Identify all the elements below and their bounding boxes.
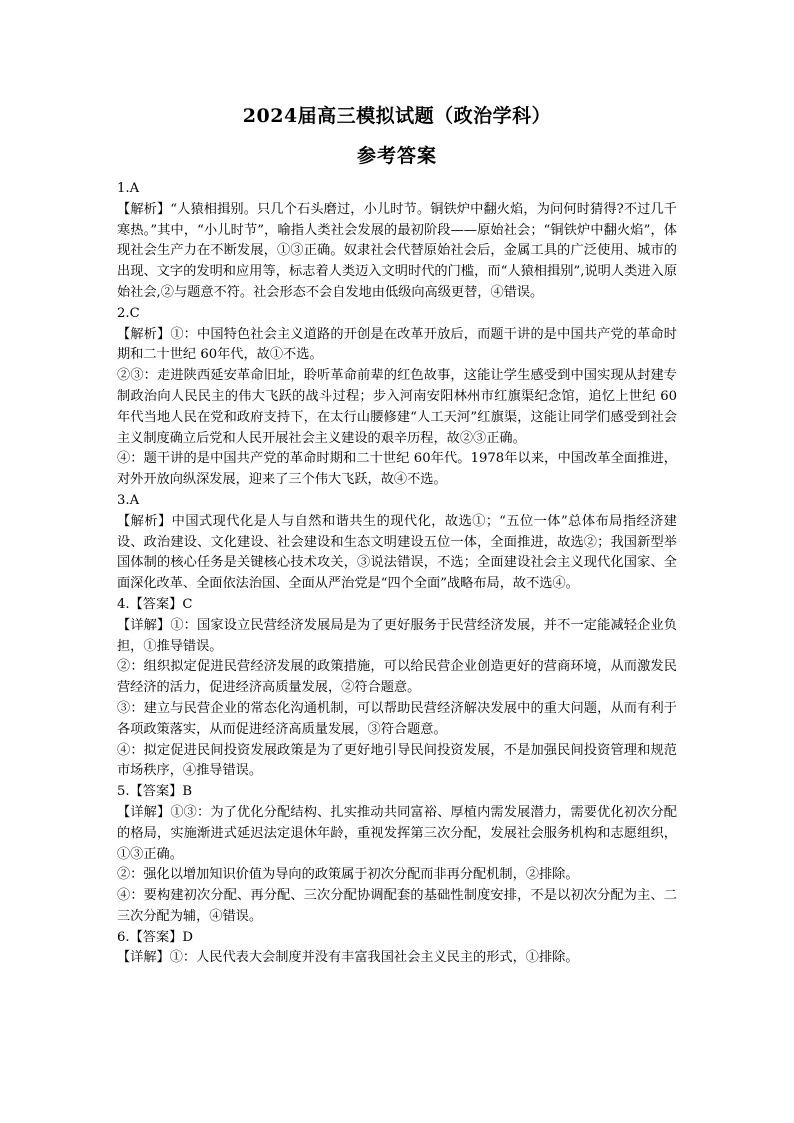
question-number-1: 1.A [117,181,140,196]
detail-paragraph: ②：组织拟定促进民营经济发展的政策措施，可以给民营企业创造更好的营商环境，从而激发民营经济的活力，促进经济高质量发展，②符合题意。 [117,659,677,696]
question-number-4: 4.【答案】C [117,596,193,612]
detail-paragraph: 【详解】①③：为了优化分配结构、扎实推动共同富裕、厚植内需发展潜力，需要优化初次分配的格局，实施渐进式延迟法定退休年龄，重视发挥第三次分配，发展社会服务机构和志愿组织，①③正确。 [117,804,677,862]
detail-paragraph: 【详解】①：人民代表大会制度并没有丰富我国社会主义民主的形式，①排除。 [117,950,579,966]
detail-paragraph: ②：强化以增加知识价值为导向的政策属于初次分配而非再分配机制，②排除。 [117,867,579,883]
detail-paragraph: ④：要构建初次分配、再分配、三次分配协调配套的基础性制度安排，不是以初次分配为主、二三次分配为辅，④错误。 [117,888,677,924]
answer-content [117,179,677,969]
document-page [117,103,677,969]
analysis-paragraph: ②③：走进陕西延安革命旧址，聆听革命前辈的红色故事，这能让学生感受到中国实现从封建专制政治向人民民主的伟大飞跃的战斗过程；步入河南安阳林州市红旗渠纪念馆，追忆上世纪 60年代当地人民在党和政府支持下，在太行山腰修建“人工天河”红旗渠，这能让同学们感受到社会主义制度确立后党和人民开展社会主义建设的艰辛历程，故②③正确。 [117,368,677,446]
analysis-paragraph: 【解析】①：中国特色社会主义道路的开创是在改革开放后，而题干讲的是中国共产党的革命时期和二十世纪 60年代，故①不选。 [117,326,677,363]
page-subtitle: 参考答案 [356,145,437,167]
question-number-5: 5.【答案】B [117,784,193,800]
analysis-paragraph: 【解析】中国式现代化是人与自然和谐共生的现代化，故选①；“五位一体”总体布局指经济建设、政治建设、文化建设、社会建设和生态文明建设五位一体，全面推进，故选②；我国新型举国体制的核心任务是关键核心技术攻关，③说法错误，不选；全面建设社会主义现代化国家、全面深化改革、全面依法治国、全面从严治党是“四个全面”战略布局，故不选④。 [117,513,677,592]
page-title: 2024届高三模拟试题（政治学科） [242,105,552,127]
analysis-paragraph: ④：题干讲的是中国共产党的革命时期和二十世纪 60年代。1978年以来，中国改革全面推进，对外开放向纵深发展，迎来了三个伟大飞跃，故④不选。 [117,451,677,488]
detail-paragraph: ④：拟定促进民间投资发展政策是为了更好地引导民间投资发展，不是加强民间投资管理和规范市场秩序，④推导错误。 [117,742,677,779]
analysis-paragraph: 【解析】“人猿相揖别。只几个石头磨过，小儿时节。铜铁炉中翻火焰，为问何时猜得?不过几千寒热。”其中，“小儿时节”，喻指人类社会发展的最初阶段——原始社会；“铜铁炉中翻火焰”，体现社会生产力在不断发展，①③正确。奴隶社会代替原始社会后，金属工具的广泛使用、城市的出现、文字的发明和应用等，标志着人类迈入文明时代的门槛，而“人猿相揖别”,说明人类进入原始社会,②与题意不符。社会形态不会自发地由低级向高级更替，④错误。 [117,201,677,300]
question-number-2: 2.C [117,305,140,321]
detail-paragraph: ③：建立与民营企业的常态化沟通机制，可以帮助民营经济解决发展中的重大问题，从而有利于各项政策落实，从而促进经济高质量发展，③符合题意。 [117,700,677,737]
question-number-3: 3.A [117,492,140,508]
question-number-6: 6.【答案】D [117,929,193,945]
detail-paragraph: 【详解】①：国家设立民营经济发展局是为了更好服务于民营经济发展，并不一定能减轻企业负担，①推导错误。 [117,617,677,654]
